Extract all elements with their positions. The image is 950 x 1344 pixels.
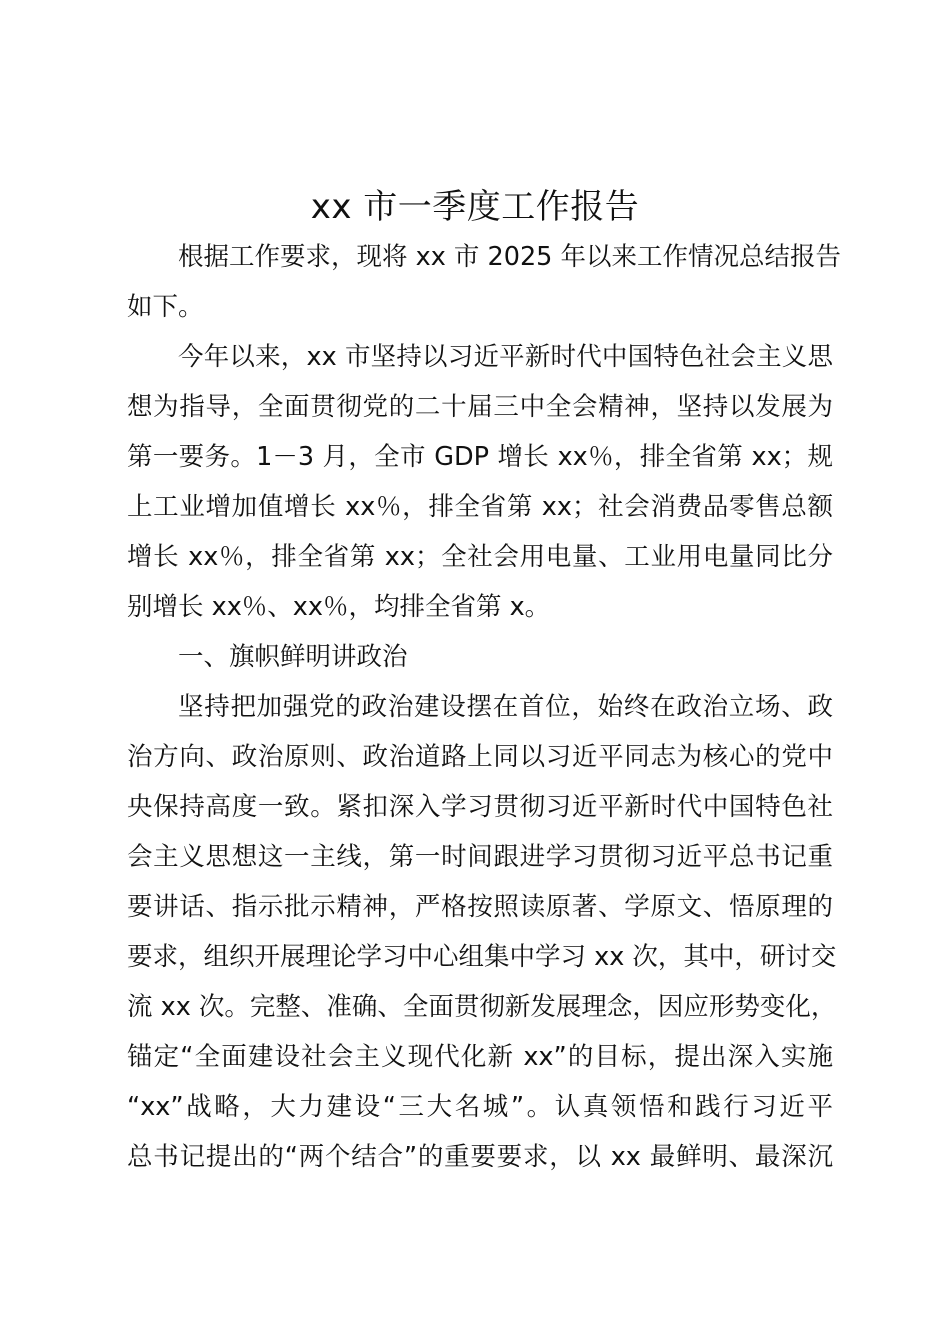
line-text: 流 xx 次。完整、准确、全面贯彻新发展理念，因应形势变化， (127, 992, 837, 1022)
document-body (127, 232, 842, 1182)
paragraph-line (127, 582, 833, 632)
line-text: 增长 xx％，排全省第 xx；全社会用电量、工业用电量同比分 (127, 542, 833, 572)
paragraph-line (127, 732, 833, 782)
section-heading-text: 一、旗帜鲜明讲政治 (178, 642, 408, 672)
paragraph-line (127, 782, 833, 832)
paragraph-line (127, 232, 842, 282)
paragraph-line (127, 432, 833, 482)
document-title: xx 市一季度工作报告 (310, 187, 640, 227)
paragraph-line (127, 882, 833, 932)
line-text: 总书记提出的“两个结合”的重要要求，以 xx 最鲜明、最深沉 (127, 1142, 833, 1172)
line-text: 央保持高度一致。紧扣深入学习贯彻习近平新时代中国特色社 (127, 792, 833, 822)
line-text: 要求，组织开展理论学习中心组集中学习 xx 次，其中，研讨交 (127, 942, 837, 972)
line-text: 要讲话、指示批示精神，严格按照读原著、学原文、悟原理的 (127, 892, 833, 922)
paragraph-line (127, 482, 833, 532)
paragraph-line (127, 832, 833, 882)
line-text: 坚持把加强党的政治建设摆在首位，始终在政治立场、政 (178, 692, 833, 722)
paragraph-line (127, 982, 837, 1032)
paragraph-line (127, 282, 833, 332)
line-text: 今年以来，xx 市坚持以习近平新时代中国特色社会主义思 (178, 342, 833, 372)
paragraph-line (127, 1082, 833, 1132)
line-text: 根据工作要求，现将 xx 市 2025 年以来工作情况总结报告 (178, 242, 842, 272)
paragraph-line (127, 682, 833, 732)
line-text: “xx”战略，大力建设“三大名城”。认真领悟和践行习近平 (127, 1092, 833, 1122)
paragraph-line (127, 332, 833, 382)
paragraph-line (127, 1132, 833, 1182)
line-text: 治方向、政治原则、政治道路上同以习近平同志为核心的党中 (127, 742, 833, 772)
line-text: 上工业增加值增长 xx％，排全省第 xx；社会消费品零售总额 (127, 492, 833, 522)
section-heading (127, 632, 833, 682)
line-text: 会主义思想这一主线，第一时间跟进学习贯彻习近平总书记重 (127, 842, 833, 872)
paragraph-line (127, 932, 837, 982)
line-text: 锚定“全面建设社会主义现代化新 xx”的目标，提出深入实施 (127, 1042, 833, 1072)
line-text: 如下。 (127, 292, 204, 322)
line-text: 第一要务。1－3 月，全市 GDP 增长 xx％，排全省第 xx；规 (127, 442, 833, 472)
paragraph-line (127, 1032, 833, 1082)
line-text: 别增长 xx％、xx％，均排全省第 x。 (127, 592, 551, 622)
paragraph-line (127, 382, 833, 432)
paragraph-line (127, 532, 833, 582)
line-text: 想为指导，全面贯彻党的二十届三中全会精神，坚持以发展为 (127, 392, 833, 422)
